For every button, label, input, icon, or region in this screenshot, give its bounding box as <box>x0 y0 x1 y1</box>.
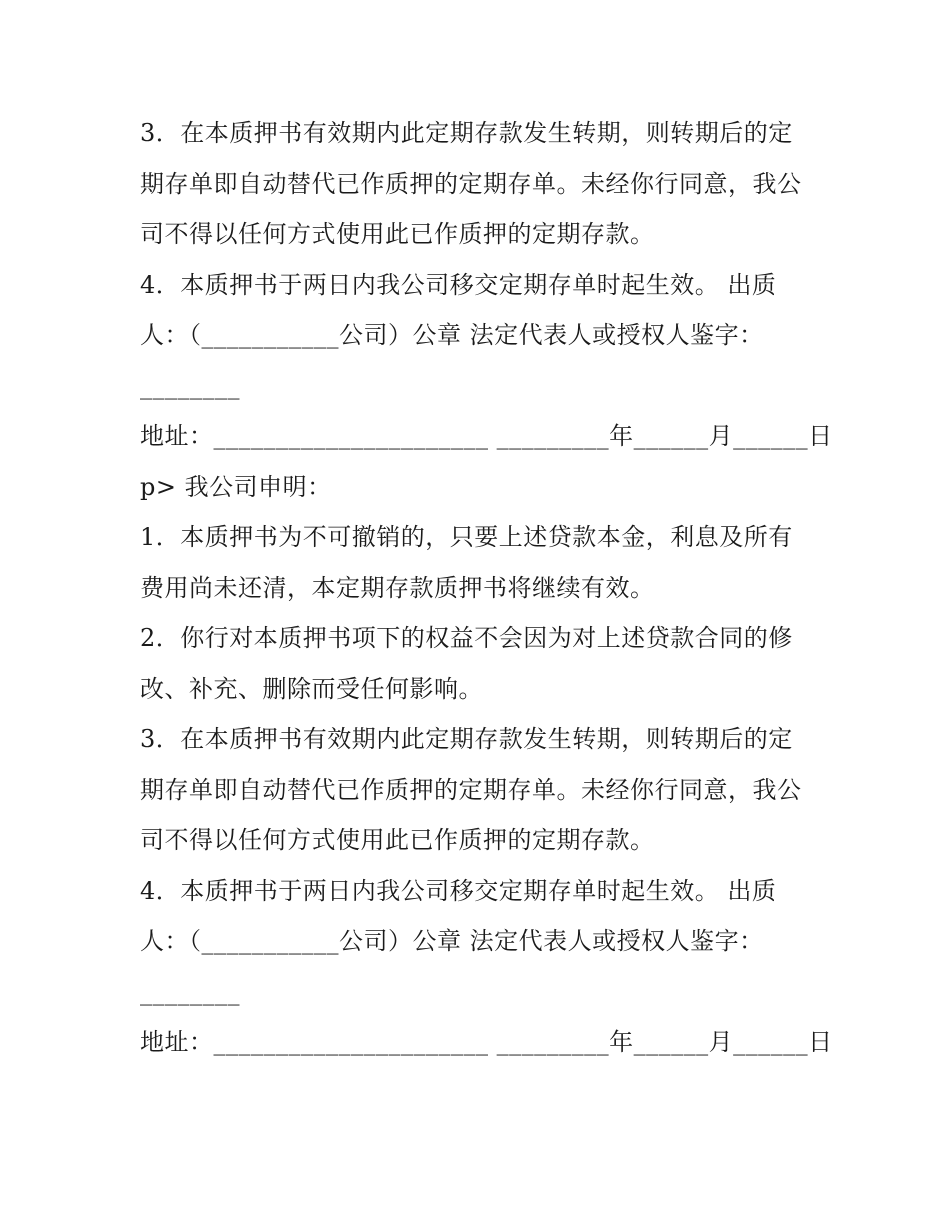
declaration-1-line-2: 费用尚未还清，本定期存款质押书将继续有效。 <box>140 573 655 602</box>
declaration-3-line-3: 司不得以任何方式使用此已作质押的定期存款。 <box>140 826 655 854</box>
signature-line-2: 人：（___________公司）公章 法定代表人或授权人鉴字： <box>140 927 764 955</box>
declaration-heading: p> 我公司申明： <box>140 472 332 501</box>
clause-3-line-2: 期存单即自动替代已作质押的定期存单。未经你行同意，我公 <box>140 169 802 198</box>
declaration-3-line-1: 3．在本质押书有效期内此定期存款发生转期，则转期后的定 <box>140 725 793 753</box>
signature-line: 人：（___________公司）公章 法定代表人或授权人鉴字： <box>140 321 764 349</box>
declaration-2-line-2: 改、补充、删除而受任何影响。 <box>140 674 483 703</box>
signature-blank: ________ <box>140 371 240 400</box>
address-date-line: 地址：______________________ _________年______月______日 <box>140 422 833 450</box>
document-body <box>140 108 833 1068</box>
declaration-1-line-1: 1．本质押书为不可撤销的，只要上述贷款本金，利息及所有 <box>140 523 793 551</box>
clause-3-line-1: 3．在本质押书有效期内此定期存款发生转期，则转期后的定 <box>140 119 793 147</box>
signature-blank-2: ________ <box>140 977 240 1006</box>
address-date-line-2: 地址：______________________ _________年______月______日 <box>140 1028 833 1056</box>
declaration-3-line-2: 期存单即自动替代已作质押的定期存单。未经你行同意，我公 <box>140 775 802 804</box>
clause-3-line-3: 司不得以任何方式使用此已作质押的定期存款。 <box>140 220 655 248</box>
clause-4-line-1: 4．本质押书于两日内我公司移交定期存单时起生效。 出质 <box>140 270 777 299</box>
declaration-2-line-1: 2．你行对本质押书项下的权益不会因为对上述贷款合同的修 <box>140 624 793 652</box>
declaration-4-line-1: 4．本质押书于两日内我公司移交定期存单时起生效。 出质 <box>140 876 777 905</box>
